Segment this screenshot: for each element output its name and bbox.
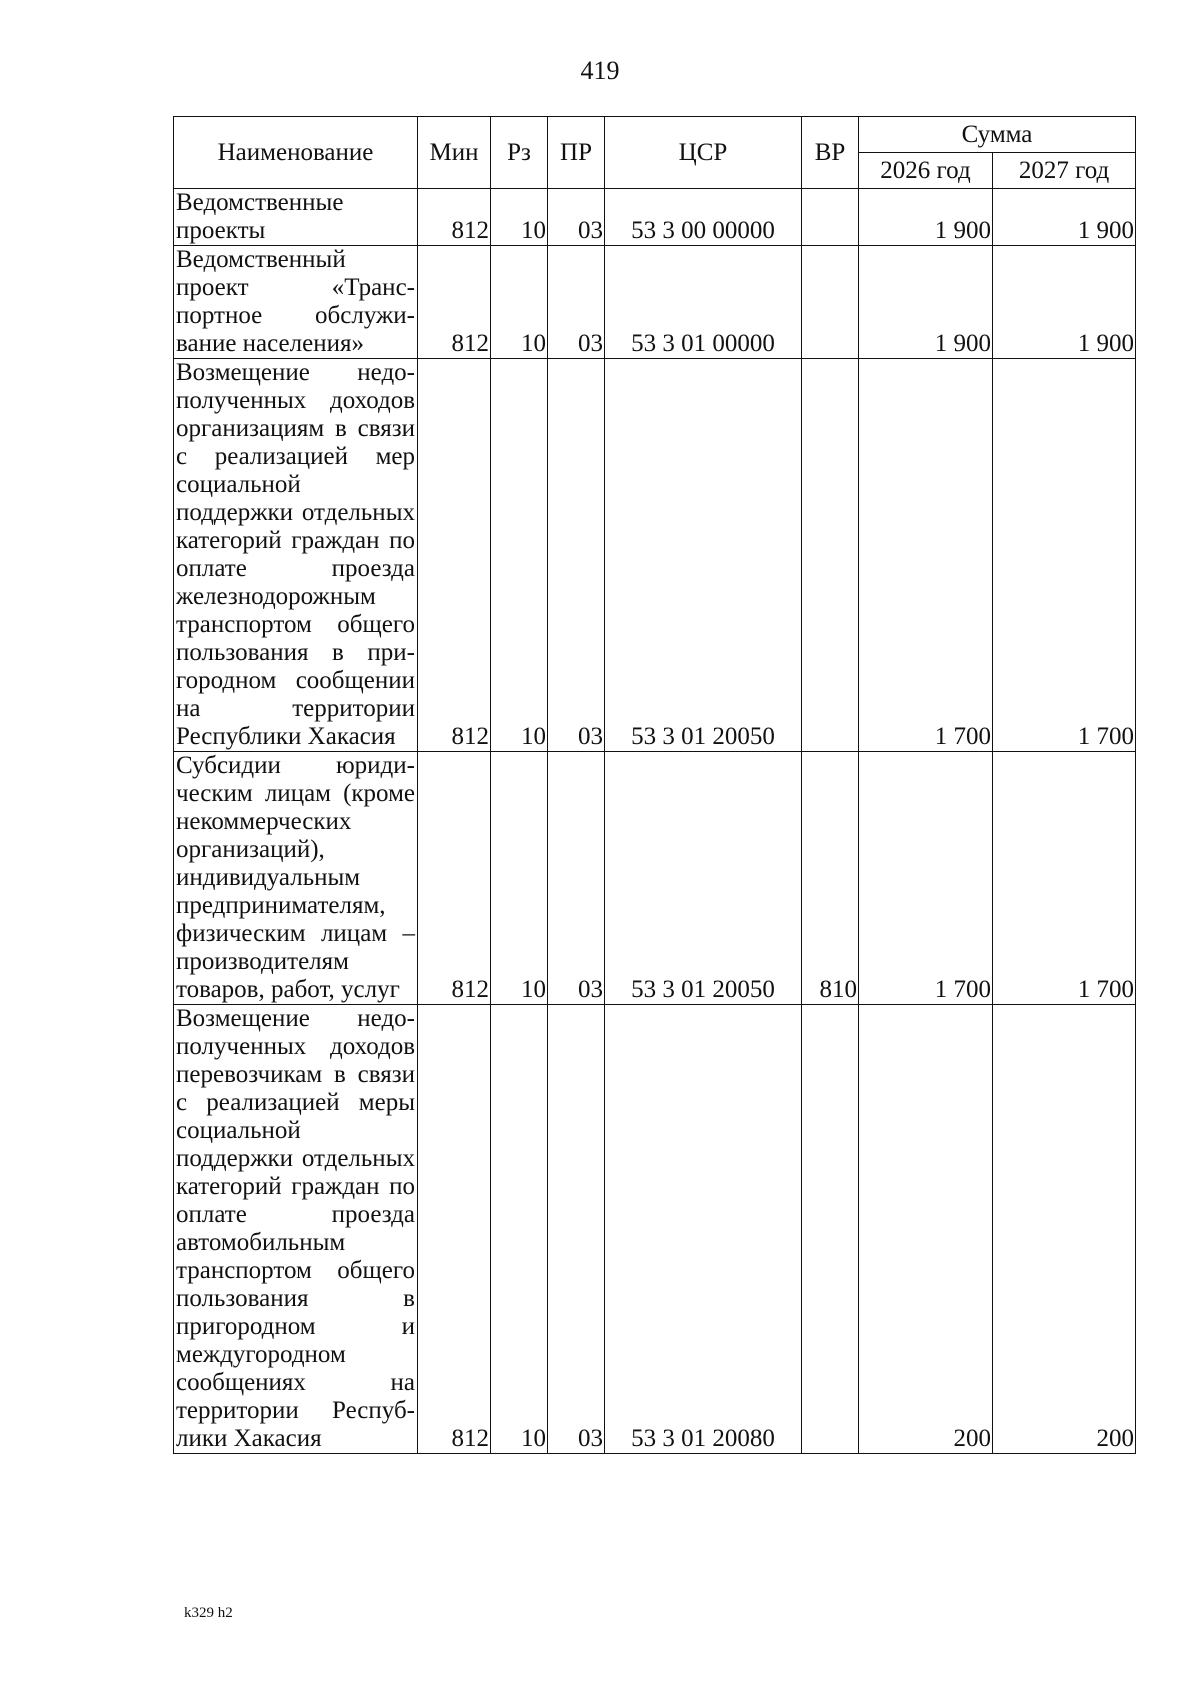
row-sum-2027: 1 900 — [993, 246, 1136, 359]
row-sum-2026: 1 900 — [859, 246, 993, 359]
header-year-2027: 2027 год — [993, 153, 1136, 189]
row-pr: 03 — [548, 189, 605, 246]
row-name: Ведомственный проект «Транспортное обслуживание населения» — [174, 246, 418, 359]
row-csr: 53 3 01 00000 — [605, 246, 802, 359]
row-sum-2026: 1 700 — [859, 752, 993, 1005]
footer-code: k329 h2 — [184, 1605, 233, 1621]
header-name: Наименование — [174, 117, 418, 189]
row-min: 812 — [418, 752, 491, 1005]
table-row — [174, 189, 1136, 246]
row-sum-2027: 1 700 — [993, 359, 1136, 752]
row-name: Возмещение недополученных доходов организациям в связи с реализацией мер социальной поддержки отдельных категорий граждан по оплате проезда железнодорожным транспортом общего пользования в пригородном сообщении на территории Республики Хакасия — [174, 359, 418, 752]
page-number: 419 — [580, 56, 620, 85]
row-sum-2027: 1 700 — [993, 752, 1136, 1005]
table-row — [174, 752, 1136, 1005]
row-sum-2026: 200 — [859, 1005, 993, 1454]
budget-table — [173, 116, 1136, 1454]
row-pr: 03 — [548, 246, 605, 359]
row-min: 812 — [418, 1005, 491, 1454]
header-rz: Рз — [491, 117, 548, 189]
row-name: Возмещение недополученных доходов перевозчикам в связи с реализацией меры социальной поддержки отдельных категорий граждан по оплате проезда автомобильным транспортом общего пользования в пригородном и междугородном сообщениях на территории Республики Хакасия — [174, 1005, 418, 1454]
row-csr: 53 3 01 20080 — [605, 1005, 802, 1454]
row-min: 812 — [418, 189, 491, 246]
header-year-2026: 2026 год — [859, 153, 993, 189]
header-vr: ВР — [802, 117, 859, 189]
row-pr: 03 — [548, 1005, 605, 1454]
row-sum-2026: 1 900 — [859, 189, 993, 246]
row-rz: 10 — [491, 246, 548, 359]
row-rz: 10 — [491, 1005, 548, 1454]
row-csr: 53 3 01 20050 — [605, 752, 802, 1005]
table-row — [174, 246, 1136, 359]
row-rz: 10 — [491, 189, 548, 246]
header-sum: Сумма — [859, 117, 1136, 153]
table-row — [174, 1005, 1136, 1454]
row-csr: 53 3 01 20050 — [605, 359, 802, 752]
header-csr: ЦСР — [605, 117, 802, 189]
row-pr: 03 — [548, 752, 605, 1005]
row-sum-2027: 200 — [993, 1005, 1136, 1454]
row-rz: 10 — [491, 752, 548, 1005]
row-rz: 10 — [491, 359, 548, 752]
header-pr: ПР — [548, 117, 605, 189]
row-vr — [802, 1005, 859, 1454]
row-name: Ведомственные проекты — [174, 189, 418, 246]
row-min: 812 — [418, 359, 491, 752]
row-pr: 03 — [548, 359, 605, 752]
row-sum-2026: 1 700 — [859, 359, 993, 752]
row-vr: 810 — [802, 752, 859, 1005]
row-vr — [802, 246, 859, 359]
row-min: 812 — [418, 246, 491, 359]
row-vr — [802, 359, 859, 752]
row-vr — [802, 189, 859, 246]
table-row — [174, 359, 1136, 752]
row-csr: 53 3 00 00000 — [605, 189, 802, 246]
row-sum-2027: 1 900 — [993, 189, 1136, 246]
header-min: Мин — [418, 117, 491, 189]
row-name: Субсидии юридическим лицам (кроме некоммерческих организаций), индивидуальным предпринимателям, физическим лицам – производителям товаров, работ, услуг — [174, 752, 418, 1005]
